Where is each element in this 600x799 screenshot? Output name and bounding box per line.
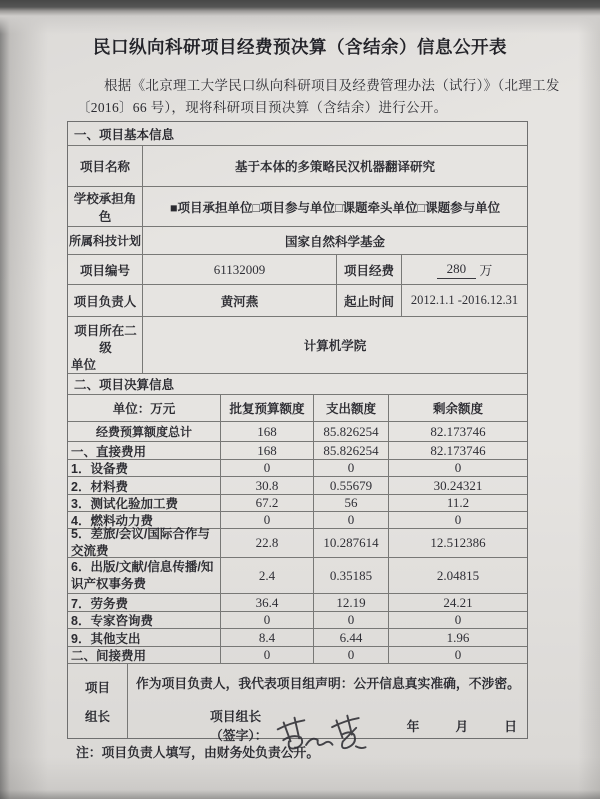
row-remaining: 0	[454, 647, 462, 662]
section-1-header: 一、项目基本信息	[68, 122, 527, 146]
row-remaining: 82.173746	[430, 423, 486, 439]
section-2-header: 二、项目决算信息	[68, 374, 527, 395]
row-remaining: 1.96	[446, 629, 470, 645]
settlement-row-indirect	[68, 647, 527, 664]
settlement-row-travel	[68, 529, 527, 558]
project-name-value: 基于本体的多策略民汉机器翻译研究	[234, 160, 435, 174]
declaration-label-line1: 项目	[84, 680, 110, 695]
declaration-label-line2: 组长	[84, 709, 110, 724]
footer-note: 注：项目负责人填写，由财务处负责公开。	[76, 745, 320, 760]
row-approved: 30.8	[221, 477, 314, 494]
row-remaining: 82.173746	[430, 442, 486, 458]
table-row-role	[68, 187, 527, 227]
settlement-row-publication	[68, 558, 527, 594]
row-label: 1．设备费	[68, 460, 221, 476]
row-approved: 0	[221, 460, 314, 476]
row-label: 一、直接费用	[68, 442, 221, 459]
settlement-row-consulting	[68, 612, 527, 629]
table-row-department	[68, 317, 527, 374]
project-number-label: 项目编号	[68, 255, 143, 284]
row-spent: 0.55679	[314, 477, 389, 494]
row-approved: 0	[221, 512, 314, 528]
row-label: 7．劳务费	[68, 594, 221, 611]
row-label: 3．测试化验加工费	[68, 495, 221, 511]
row-remaining: 30.24321	[433, 477, 483, 493]
funding-unit: 万	[479, 263, 493, 278]
row-approved: 8.4	[221, 629, 314, 646]
row-approved: 67.2	[221, 495, 314, 511]
intro-line-2: 〔2016〕66 号），现将科研项目预决算（含结余）进行公开。	[77, 100, 448, 115]
project-name-label: 项目名称	[68, 146, 143, 186]
row-spent: 12.19	[314, 594, 389, 611]
funding-value	[402, 255, 527, 284]
department-value: 计算机学院	[303, 339, 367, 353]
month-label: 月	[455, 718, 469, 734]
row-spent: 85.826254	[314, 422, 389, 441]
declaration-content	[128, 664, 527, 743]
row-remaining: 24.21	[443, 594, 473, 610]
department-label-line1: 项目所在二级	[74, 324, 137, 355]
row-remaining: 0	[454, 612, 462, 627]
sign-label: 项目组长（签字）：	[210, 709, 268, 743]
row-label: 经费预算额度总计	[68, 422, 221, 441]
row-approved: 22.8	[221, 529, 314, 557]
form-table	[67, 121, 528, 743]
period-label: 起止时间	[337, 285, 402, 316]
row-approved: 168	[221, 442, 314, 459]
intro-line-1: 根据《北京理工大学民口纵向科研项目及经费管理办法（试行）》（北理工发	[104, 78, 560, 93]
department-label	[68, 317, 143, 373]
row-remaining: 0	[454, 460, 462, 475]
row-approved: 0	[221, 612, 314, 628]
row-label: 2．材料费	[68, 477, 221, 494]
column-header-unit: 单位：万元	[68, 395, 221, 421]
table-row-number-funding	[68, 255, 527, 285]
role-options: ■项目承担单位□项目参与单位□课题牵头单位□课题参与单位	[169, 200, 501, 215]
funding-amount: 280	[437, 261, 477, 279]
row-label: 8．专家咨询费	[68, 612, 221, 628]
row-approved: 0	[221, 647, 314, 663]
row-spent: 0.35185	[314, 558, 389, 593]
row-label: 9．其他支出	[68, 629, 221, 646]
settlement-row-materials	[68, 477, 527, 495]
row-remaining: 11.2	[446, 495, 470, 510]
settlement-header-row	[68, 395, 527, 422]
column-header-approved: 批复预算额度	[221, 395, 314, 421]
program-value: 国家自然科学基金	[284, 234, 385, 249]
row-spent: 6.44	[314, 629, 389, 646]
settlement-row-equipment	[68, 460, 527, 477]
row-spent: 0	[314, 460, 389, 476]
signature-line	[128, 706, 527, 744]
date-fields	[371, 716, 527, 735]
period-value: 2012.1.1 -2016.12.31	[410, 293, 519, 307]
table-row-pi-period	[68, 285, 527, 317]
day-label: 日	[504, 718, 517, 734]
row-approved: 168	[221, 422, 314, 441]
page-title: 民口纵向科研项目经费预决算（含结余）信息公开表	[93, 37, 507, 57]
row-label: 4．燃料动力费	[68, 512, 221, 528]
declaration-label	[68, 664, 128, 738]
row-remaining: 0	[454, 512, 462, 527]
department-label-line2: 单位	[71, 357, 97, 372]
row-spent: 85.826254	[314, 442, 389, 459]
row-label: 5．差旅/会议/国际合作与交流费	[68, 529, 221, 557]
row-label: 二、间接费用	[68, 647, 221, 663]
pi-value: 黄河燕	[143, 285, 337, 316]
row-spent: 0	[314, 512, 389, 528]
row-spent: 56	[314, 495, 389, 511]
role-label: 学校承担角色	[68, 187, 143, 226]
settlement-row-labor	[68, 594, 527, 612]
year-label: 年	[406, 718, 420, 734]
funding-label: 项目经费	[337, 255, 402, 284]
row-remaining: 2.04815	[436, 567, 480, 583]
settlement-row-other	[68, 629, 527, 647]
declaration-row	[68, 664, 527, 743]
column-header-spent: 支出额度	[314, 395, 389, 421]
row-approved: 2.4	[221, 558, 314, 593]
row-remaining: 12.512386	[430, 535, 486, 550]
pi-label: 项目负责人	[68, 285, 143, 316]
settlement-row-testing	[68, 495, 527, 512]
row-approved: 36.4	[221, 594, 314, 611]
settlement-row-total	[68, 422, 527, 442]
row-spent: 10.287614	[314, 529, 389, 557]
table-row-project-name	[68, 146, 527, 187]
program-label: 所属科技计划	[68, 227, 143, 254]
row-spent: 0	[314, 612, 389, 628]
settlement-row-direct	[68, 442, 527, 460]
declaration-statement: 作为项目负责人，我代表项目组声明：公开信息真实准确，不涉密。	[136, 676, 520, 691]
project-number-value: 61132009	[143, 255, 337, 284]
table-row-program	[68, 227, 527, 255]
row-spent: 0	[314, 647, 389, 663]
column-header-remaining: 剩余额度	[432, 402, 483, 416]
row-label: 6．出版/文献/信息传播/知识产权事务费	[68, 558, 221, 593]
